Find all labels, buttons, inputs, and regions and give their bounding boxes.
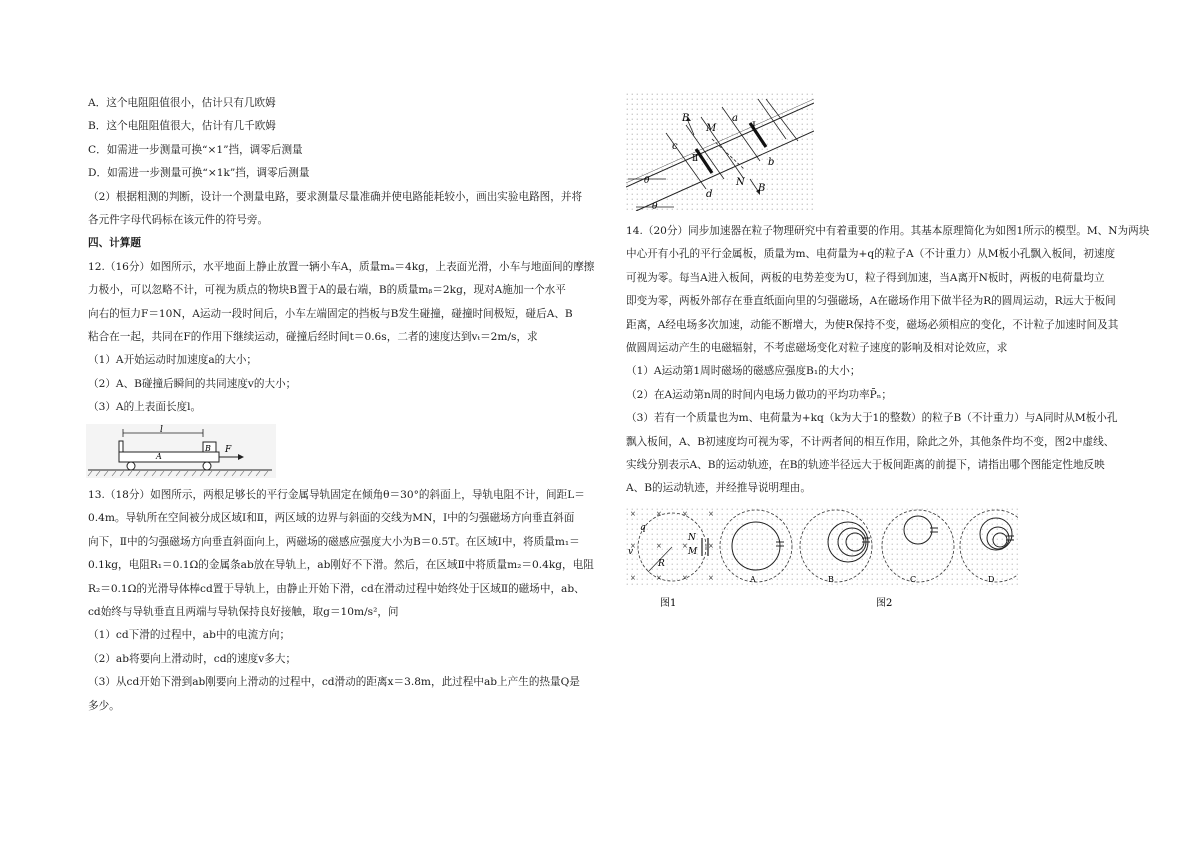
q12-part: （1）A开始运动时加速度a的大小； <box>88 354 258 367</box>
svg-text:×: × <box>708 510 714 518</box>
label-f: F <box>225 445 232 455</box>
q14-line: 中心开有小孔的平行金属板，质量为m、电荷量为+q的粒子A（不计重力）从M板小孔飘入板间，初速度 <box>626 248 1116 261</box>
section-heading: 四、计算题 <box>88 237 141 250</box>
svg-text:×: × <box>708 542 714 550</box>
svg-text:q: q <box>640 523 646 533</box>
svg-text:c: c <box>672 141 678 152</box>
q13-part: （1）cd下滑的过程中，ab中的电流方向； <box>88 629 291 642</box>
cart-wheel <box>203 462 211 470</box>
q13-block <box>88 484 593 718</box>
q13-line: 向下，Ⅱ中的匀强磁场方向垂直斜面向上，两磁场的磁感应强度大小为B＝0.5T。在区域Ⅰ中，将质量m₁＝ <box>88 535 580 548</box>
q13-part: （2）ab将要向上滑动时，cd的速度v多大； <box>88 652 297 665</box>
svg-text:×: × <box>708 574 714 582</box>
q14-block <box>626 220 1150 501</box>
q14-part: A、B的运动轨迹，并经推导说明理由。 <box>626 482 811 495</box>
q13-part: （3）从cd开始下滑到ab刚要向上滑动的过程中，cd滑动的距离x＝3.8m，此过程中ab上产生的热量Q是 <box>88 676 580 689</box>
svg-text:B: B <box>828 575 834 584</box>
q11-part2-line: （2）根据粗测的判断，设计一个测量电路，要求测量尽量准确并使电路能耗较小，画出实验电路图，并将 <box>88 190 583 203</box>
svg-text:θ: θ <box>644 176 650 186</box>
q13-line: cd始终与导轨垂直且两端与导轨保持良好接触，取g＝10m/s²，问 <box>88 606 399 619</box>
q13-line: R₂＝0.1Ω的光滑导体棒cd置于导轨上，由静止开始下滑，cd在滑动过程中始终处于区域Ⅱ的磁场中，ab、 <box>88 582 585 595</box>
q11-option-a: A．这个电阻阻值很小，估计只有几欧姆 <box>88 97 276 109</box>
svg-text:×: × <box>682 574 688 582</box>
q14-part: （2）在A运动第n周的时间内电场力做功的平均功率P̄ₙ； <box>626 388 892 401</box>
svg-text:a: a <box>732 113 738 124</box>
figure-2-caption: 图2 <box>876 598 893 609</box>
label-b: B <box>205 444 211 453</box>
svg-text:D: D <box>988 575 995 584</box>
svg-text:×: × <box>630 574 636 582</box>
q14-line: 14.（20分）同步加速器在粒子物理研究中有着重要的作用。其基本原理简化为如图1所示的模型。M、N为两块 <box>626 225 1150 237</box>
figure-1-caption: 图1 <box>660 598 677 609</box>
q13-line: 13.（18分）如图所示，两根足够长的平行金属导轨固定在倾角θ＝30°的斜面上，导轨电阻不计，间距L＝ <box>88 489 585 501</box>
svg-text:×: × <box>630 542 636 550</box>
svg-text:b: b <box>768 157 775 168</box>
q14-line: 距离，A经电场多次加速，动能不断增大，为使R保持不变，磁场必须相应的变化，不计粒子加速时间及其 <box>626 318 1119 331</box>
q14-line: 做圆周运动产生的电磁辐射，不考虑磁场变化对粒子速度的影响及相对论效应，求 <box>626 342 1008 355</box>
q13-line: 0.4m。导轨所在空间被分成区域Ⅰ和Ⅱ，两区域的边界与斜面的交线为MN，Ⅰ中的匀强磁场方向垂直斜面 <box>88 512 575 525</box>
q14-line: 即变为零，两板外部存在垂直纸面向里的匀强磁场，A在磁场作用下做半径为R的圆周运动，R远大于板间 <box>626 295 1116 308</box>
svg-text:B: B <box>758 183 766 194</box>
label-a: A <box>156 452 162 461</box>
q13-line: 0.1kg，电阻R₁＝0.1Ω的金属条ab放在导轨上，ab刚好不下滑。然后，在区域Ⅱ中将质量m₂＝0.4kg，电阻 <box>88 559 594 572</box>
svg-text:×: × <box>682 510 688 518</box>
q14-part: （3）若有一个质量也为m、电荷量为+kq（k为大于1的整数）的粒子B（不计重力）与A同时从M板小孔 <box>626 412 1118 425</box>
svg-text:N: N <box>688 533 696 543</box>
svg-text:d: d <box>706 189 713 200</box>
svg-text:A: A <box>750 575 756 584</box>
q14-line: 可视为零。每当A进入板间，两板的电势差变为U，粒子得到加速，当A离开N板时，两板的电荷量均立 <box>626 271 1105 284</box>
svg-text:I: I <box>752 121 756 132</box>
q14-part: 飘入板间，A、B初速度均可视为零，不计两者间的相互作用，除此之外，其他条件均不变，图2中虚线、 <box>626 435 1115 448</box>
cart-a-body <box>119 452 219 462</box>
q12-line: 力极小，可以忽略不计，可视为质点的物块B置于A的最右端，B的质量mᵦ＝2kg，现对A施加一个水平 <box>88 284 566 297</box>
q11-option-d: D．如需进一步测量可换“×1k”挡，调零后测量 <box>88 167 310 180</box>
cart-baffle <box>119 441 123 452</box>
figure-background <box>626 93 814 211</box>
cart-wheel <box>127 462 135 470</box>
svg-text:×: × <box>630 510 636 518</box>
svg-text:B: B <box>682 113 690 124</box>
svg-text:×: × <box>682 542 688 550</box>
q12-cart-figure <box>86 424 276 478</box>
q11-part2-line: 各元件字母代码标在该元件的符号旁。 <box>88 214 269 227</box>
svg-text:Ⅱ: Ⅱ <box>692 154 699 164</box>
q12-line: 粘合在一起，共同在F的作用下继续运动，碰撞后经时间t＝0.6s，二者的速度达到vₜ＝2m/s，求 <box>88 331 538 344</box>
q12-part: （3）A的上表面长度l。 <box>88 401 202 414</box>
svg-text:×: × <box>656 510 662 518</box>
svg-text:N: N <box>736 177 745 188</box>
q14-figures <box>626 508 1018 612</box>
svg-text:θ: θ <box>652 202 658 211</box>
svg-text:R: R <box>658 559 665 569</box>
svg-text:×: × <box>656 542 662 550</box>
svg-text:C: C <box>910 575 917 584</box>
q11-option-c: C．如需进一步测量可换“×1”挡，调零后测量 <box>88 143 303 156</box>
q13-rails-figure <box>626 93 814 211</box>
q14-part: （1）A运动第1周时磁场的磁感应强度B₁的大小； <box>626 365 861 378</box>
q12-part: （2）A、B碰撞后瞬间的共同速度v的大小； <box>88 377 297 390</box>
left-column <box>88 92 593 420</box>
q14-part: 实线分别表示A、B的运动轨迹，在B的轨迹半径远大于板间距离的前提下，请指出哪个图能定性地反映 <box>626 459 1105 472</box>
svg-text:M: M <box>706 123 717 134</box>
label-l: l <box>160 425 163 435</box>
svg-text:M: M <box>688 547 698 557</box>
svg-text:v: v <box>628 547 634 557</box>
q12-line: 12.（16分）如图所示，水平地面上静止放置一辆小车A，质量mₐ＝4kg，上表面光滑，小车与地面间的摩擦 <box>88 260 595 273</box>
q11-option-b: B．这个电阻阻值很大，估计有几千欧姆 <box>88 120 276 133</box>
q12-line: 向右的恒力F＝10N，A运动一段时间后，小车左端固定的挡板与B发生碰撞，碰撞时间极短，碰后A、B <box>88 307 573 320</box>
svg-text:×: × <box>656 574 662 582</box>
q13-part: 多少。 <box>88 699 120 712</box>
